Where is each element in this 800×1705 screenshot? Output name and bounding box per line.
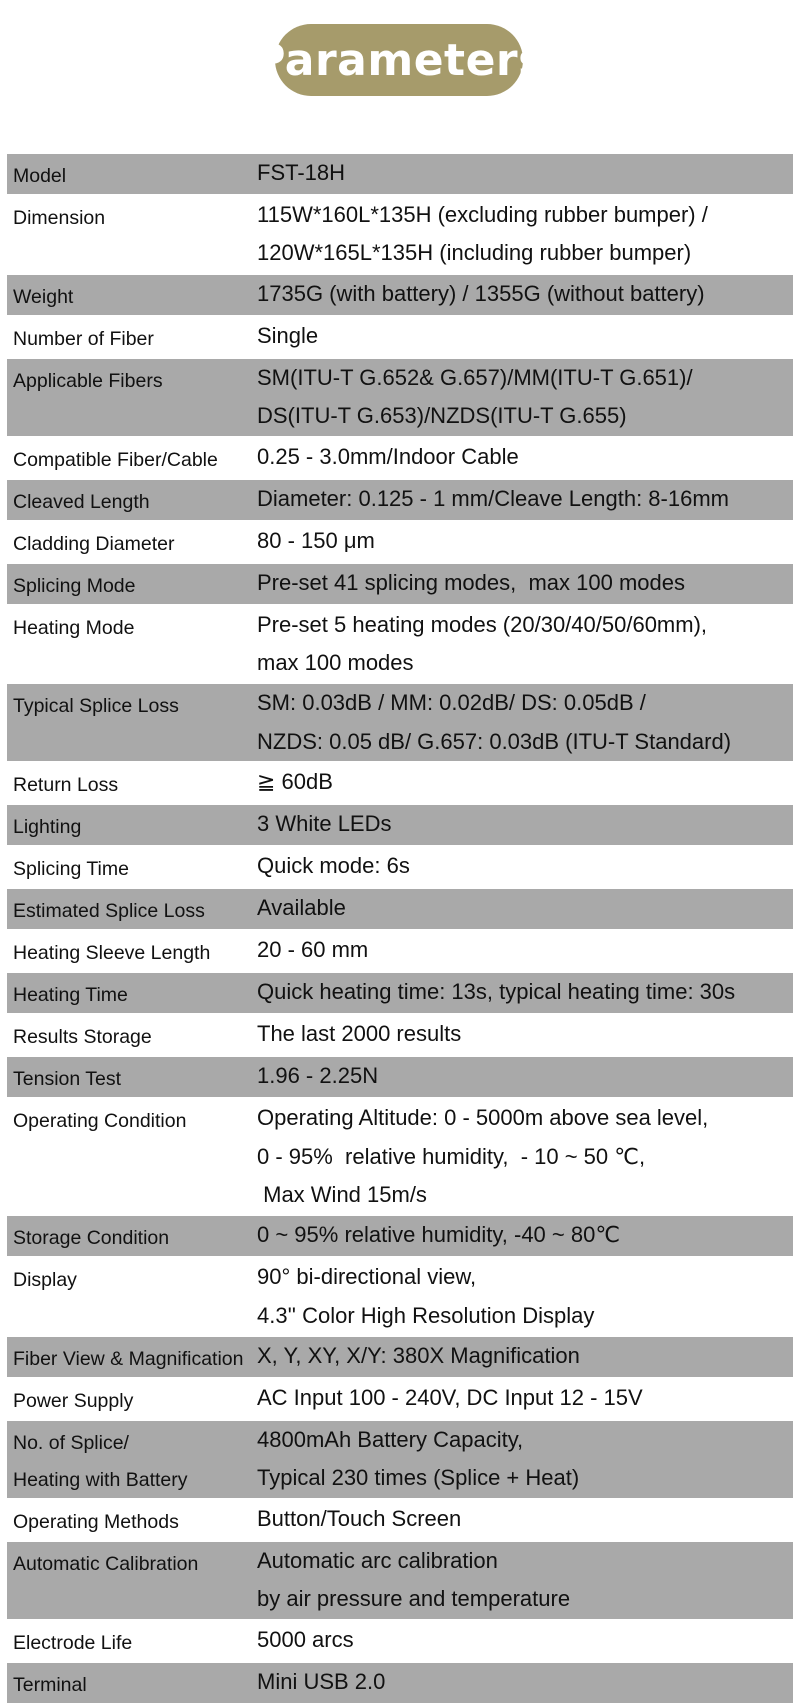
row-value xyxy=(257,606,793,683)
row-value xyxy=(257,359,793,436)
row-value xyxy=(257,1542,793,1619)
row-value-line: Pre-set 5 heating modes (20/30/40/50/60mm), xyxy=(257,611,708,637)
row-value xyxy=(257,317,793,357)
row-label: Return Loss xyxy=(13,774,119,797)
table-row xyxy=(7,1337,793,1379)
row-label: Operating Methods xyxy=(13,1511,179,1534)
table-row xyxy=(7,1542,793,1621)
row-value-line: FST-18H xyxy=(257,160,346,185)
row-value-line: Mini USB 2.0 xyxy=(257,1668,386,1694)
row-value-line: 115W*160L*135H (excluding rubber bumper) / xyxy=(257,202,708,227)
table-row xyxy=(7,889,793,931)
table-row xyxy=(7,1663,793,1705)
row-value-line: by air pressure and temperature xyxy=(257,1586,571,1612)
row-value-line: 20 - 60 mm xyxy=(257,937,369,963)
row-value-line: 0 ~ 95% relative humidity, -40 ~ 80℃ xyxy=(257,1222,621,1248)
row-value xyxy=(257,973,793,1013)
row-value xyxy=(257,1057,793,1097)
row-value-line: NZDS: 0.05 dB/ G.657: 0.03dB (ITU-T Standard) xyxy=(257,728,732,754)
title-badge xyxy=(253,24,545,96)
table-row xyxy=(7,1500,793,1542)
row-label: Display xyxy=(13,1269,77,1292)
row-value-line: 1.96 - 2.25N xyxy=(257,1063,379,1089)
row-value-line: SM: 0.03dB / MM: 0.02dB/ DS: 0.05dB / xyxy=(257,690,646,716)
row-label: Electrode Life xyxy=(13,1631,133,1654)
row-value-line: X, Y, XY, X/Y: 380X Magnification xyxy=(257,1343,580,1369)
table-row xyxy=(7,1216,793,1258)
row-value-line: Typical 230 times (Splice + Heat) xyxy=(257,1465,580,1491)
row-value xyxy=(257,931,793,971)
row-value xyxy=(257,1421,793,1498)
row-value-line: 0.25 - 3.0mm/Indoor Cable xyxy=(257,443,519,469)
row-value xyxy=(257,1258,793,1335)
row-label: Cladding Diameter xyxy=(13,532,175,555)
row-value-line: DS(ITU-T G.653)/NZDS(ITU-T G.655) xyxy=(257,403,627,429)
row-value-line: Quick mode: 6s xyxy=(257,853,410,879)
table-row xyxy=(7,359,793,438)
row-value-line: Max Wind 15m/s xyxy=(257,1181,427,1207)
row-value-line: max 100 modes xyxy=(257,649,414,675)
row-value-line: Single xyxy=(257,322,319,348)
row-label: Heating Mode xyxy=(13,616,135,639)
row-value-line: Button/Touch Screen xyxy=(257,1506,462,1532)
row-label: Typical Splice Loss xyxy=(13,695,179,718)
parameters-table xyxy=(7,154,793,1705)
row-value xyxy=(257,1216,793,1256)
row-label: Compatible Fiber/Cable xyxy=(13,448,218,471)
row-value-line: SM(ITU-T G.652& G.657)/MM(ITU-T G.651)/ xyxy=(257,364,693,390)
row-label: Terminal xyxy=(13,1673,87,1696)
row-value xyxy=(257,1379,793,1419)
row-label: Heating Sleeve Length xyxy=(13,942,211,965)
table-row xyxy=(7,1099,793,1216)
row-label: Results Storage xyxy=(13,1026,152,1049)
row-label: Splicing Time xyxy=(13,858,129,881)
row-label: Number of Fiber xyxy=(13,327,154,350)
page-title: Parameters xyxy=(253,34,545,86)
row-value xyxy=(257,805,793,845)
table-row xyxy=(7,847,793,889)
row-label: Power Supply xyxy=(13,1390,134,1413)
row-value-line: Operating Altitude: 0 - 5000m above sea level, xyxy=(257,1105,709,1131)
row-value-line: 5000 arcs xyxy=(257,1626,354,1652)
row-value-line: Pre-set 41 splicing modes, max 100 modes xyxy=(257,569,685,595)
row-value-line: The last 2000 results xyxy=(257,1021,462,1047)
row-value xyxy=(257,684,793,761)
row-value xyxy=(257,763,793,803)
row-label: Weight xyxy=(13,285,74,308)
row-value xyxy=(257,847,793,887)
row-value-line: 120W*165L*135H (including rubber bumper) xyxy=(257,240,692,266)
table-row xyxy=(7,522,793,564)
row-label: Operating Condition xyxy=(13,1110,187,1133)
table-row xyxy=(7,1015,793,1057)
row-label: Lighting xyxy=(13,816,82,839)
row-label: Splicing Mode xyxy=(13,574,136,597)
row-label: Heating Time xyxy=(13,984,128,1007)
row-value xyxy=(257,522,793,562)
table-row xyxy=(7,931,793,973)
row-value xyxy=(257,275,793,315)
row-value xyxy=(257,438,793,478)
table-row xyxy=(7,196,793,275)
table-row xyxy=(7,275,793,317)
table-row xyxy=(7,684,793,763)
row-value-line: 80 - 150 μm xyxy=(257,527,375,553)
row-value-line: Diameter: 0.125 - 1 mm/Cleave Length: 8-16mm xyxy=(257,485,729,511)
row-label: Dimension xyxy=(13,207,106,229)
table-row xyxy=(7,973,793,1015)
row-value xyxy=(257,1621,793,1661)
table-row xyxy=(7,763,793,805)
row-value xyxy=(257,564,793,604)
row-value-line: Automatic arc calibration xyxy=(257,1548,498,1574)
row-value-line: 0 - 95% relative humidity, - 10 ~ 50 ℃, xyxy=(257,1143,646,1169)
row-label: No. of Splice/ Heating with Battery xyxy=(13,1432,188,1492)
table-row xyxy=(7,480,793,522)
row-label: Automatic Calibration xyxy=(13,1553,199,1576)
row-label: Fiber View & Magnification xyxy=(13,1348,244,1371)
row-value-line: 4.3'' Color High Resolution Display xyxy=(257,1302,595,1328)
row-label: Estimated Splice Loss xyxy=(13,900,205,923)
row-value-line: 1735G (with battery) / 1355G (without battery) xyxy=(257,280,705,306)
row-value xyxy=(257,196,793,273)
row-value xyxy=(257,154,793,194)
row-value-line: Available xyxy=(257,895,346,921)
table-row xyxy=(7,1421,793,1500)
row-value-line: AC Input 100 - 240V, DC Input 12 - 15V xyxy=(257,1385,643,1411)
row-label: Tension Test xyxy=(13,1068,122,1091)
row-value xyxy=(257,889,793,929)
table-row xyxy=(7,1258,793,1337)
row-value xyxy=(257,480,793,520)
table-row xyxy=(7,805,793,847)
row-value xyxy=(257,1099,793,1214)
table-row xyxy=(7,154,793,196)
row-value-line: 90° bi-directional view, xyxy=(257,1264,477,1290)
table-row xyxy=(7,606,793,685)
row-value xyxy=(257,1337,793,1377)
row-label: Applicable Fibers xyxy=(13,369,163,392)
row-label: Model xyxy=(13,165,67,187)
table-row xyxy=(7,1057,793,1099)
table-row xyxy=(7,564,793,606)
row-value-line: 4800mAh Battery Capacity, xyxy=(257,1427,524,1453)
row-value xyxy=(257,1015,793,1055)
table-row xyxy=(7,317,793,359)
table-row xyxy=(7,1379,793,1421)
row-label: Cleaved Length xyxy=(13,490,150,513)
table-row xyxy=(7,438,793,480)
row-value-line: 3 White LEDs xyxy=(257,811,392,837)
row-value-line: Quick heating time: 13s, typical heating time: 30s xyxy=(257,979,736,1005)
row-value-line: ≧ 60dB xyxy=(257,769,333,795)
row-value xyxy=(257,1500,793,1540)
row-value xyxy=(257,1663,793,1703)
row-label: Storage Condition xyxy=(13,1227,170,1250)
